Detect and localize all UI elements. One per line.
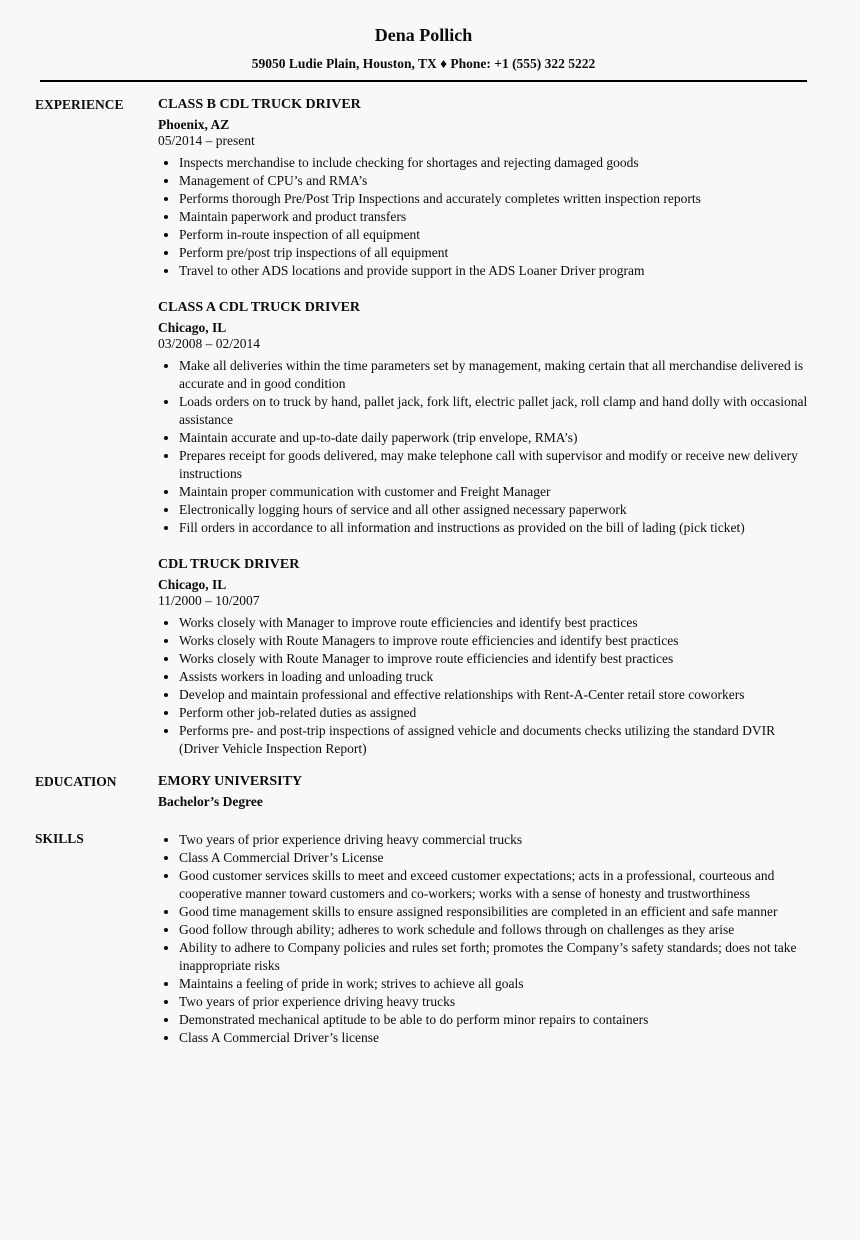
job-entry [158,555,810,758]
education-section [35,772,810,811]
job-bullet: • Make all deliveries within the time parameters set by management, making certain that all merchandise delivered is accurate and in good condition [179,357,810,393]
skill-bullet: • Two years of prior experience driving heavy trucks [179,993,810,1011]
experience-jobs [158,95,810,758]
candidate-name: Dena Pollich [374,25,473,45]
job-bullet: • Perform other job-related duties as assigned [179,704,810,722]
job-title: CLASS B CDL TRUCK DRIVER [158,97,361,112]
header-divider [40,80,807,82]
skill-bullet: • Good time management skills to ensure assigned responsibilities are completed in an efficient and safe manner [179,903,810,921]
job-bullet: • Perform in-route inspection of all equipment [179,226,810,244]
education-section-label: EDUCATION [35,774,117,789]
job-dates: 03/2008 – 02/2014 [158,336,261,351]
resume-header [0,25,860,82]
job-bullet: • Performs thorough Pre/Post Trip Inspections and accurately completes written inspection reports [179,190,810,208]
job-title: CDL TRUCK DRIVER [158,557,300,572]
job-bullet: • Works closely with Route Manager to improve route efficiencies and identify best practices [179,650,810,668]
job-bullet: • Loads orders on to truck by hand, pallet jack, fork lift, electric pallet jack, roll clamp and hand dolly with occasional assistance [179,393,810,429]
job-bullet: • Travel to other ADS locations and provide support in the ADS Loaner Driver program [179,262,810,280]
job-bullet-list [158,614,810,758]
job-entry [158,298,810,537]
skill-bullet: • Two years of prior experience driving heavy commercial trucks [179,831,810,849]
job-bullet: • Works closely with Route Managers to improve route efficiencies and identify best practices [179,632,810,650]
job-bullet: • Assists workers in loading and unloading truck [179,668,810,686]
job-location: Phoenix, AZ [158,117,230,132]
skill-bullet: • Demonstrated mechanical aptitude to be able to do perform minor repairs to containers [179,1011,810,1029]
job-bullet: • Inspects merchandise to include checking for shortages and rejecting damaged goods [179,154,810,172]
skill-bullet: • Class A Commercial Driver’s license [179,1029,810,1047]
job-bullet-list [158,154,810,280]
job-title: CLASS A CDL TRUCK DRIVER [158,300,361,315]
job-dates: 11/2000 – 10/2007 [158,593,260,608]
job-bullet: • Management of CPU’s and RMA’s [179,172,810,190]
job-bullet: • Maintain proper communication with customer and Freight Manager [179,483,810,501]
skill-bullet: • Maintains a feeling of pride in work; strives to achieve all goals [179,975,810,993]
job-bullet: • Perform pre/post trip inspections of all equipment [179,244,810,262]
skill-bullet: • Ability to adhere to Company policies and rules set forth; promotes the Company’s safety standards; does not take inappropriate risks [179,939,810,975]
experience-section-label: EXPERIENCE [35,97,124,112]
job-entry [158,95,810,280]
job-bullet: • Works closely with Manager to improve route efficiencies and identify best practices [179,614,810,632]
job-bullet-list [158,357,810,537]
skill-bullet: • Good follow through ability; adheres to work schedule and follows through on challenges as they arise [179,921,810,939]
school-name: EMORY UNIVERSITY [158,774,303,789]
experience-section [35,95,810,758]
skill-bullet: • Good customer services skills to meet and exceed customer expectations; acts in a professional, courteous and cooperative manner toward customers and co-workers; works with a sense of honesty and trustworthiness [179,867,810,903]
skills-section [35,829,810,1047]
skills-section-label: SKILLS [35,831,84,846]
job-location: Chicago, IL [158,320,227,335]
job-dates: 05/2014 – present [158,133,255,148]
job-location: Chicago, IL [158,577,227,592]
contact-line: 59050 Ludie Plain, Houston, TX ♦ Phone: +1 (555) 322 5222 [251,56,596,71]
job-bullet: • Fill orders in accordance to all information and instructions as provided on the bill of lading (pick ticket) [179,519,810,537]
job-bullet: • Electronically logging hours of service and all other assigned necessary paperwork [179,501,810,519]
job-bullet: • Maintain accurate and up-to-date daily paperwork (trip envelope, RMA’s) [179,429,810,447]
job-bullet: • Prepares receipt for goods delivered, may make telephone call with supervisor and modify or receive new delivery instructions [179,447,810,483]
job-bullet: • Maintain paperwork and product transfers [179,208,810,226]
skills-bullet-list [158,831,810,1047]
degree-name: Bachelor’s Degree [158,794,263,809]
job-bullet: • Performs pre- and post-trip inspections of assigned vehicle and documents checks utilizing the standard DVIR (Driver Vehicle Inspection Report) [179,722,810,758]
skill-bullet: • Class A Commercial Driver’s License [179,849,810,867]
job-bullet: • Develop and maintain professional and effective relationships with Rent-A-Center retail store coworkers [179,686,810,704]
